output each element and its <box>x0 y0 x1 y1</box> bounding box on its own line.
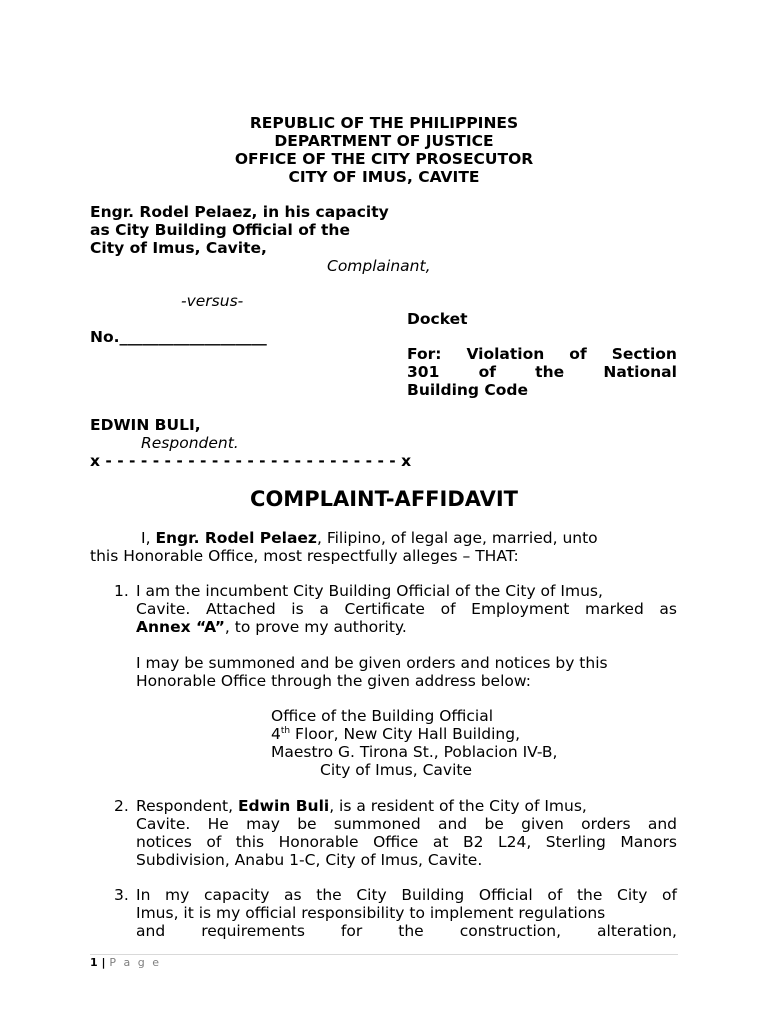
intro-name: Engr. Rodel Pelaez <box>155 529 317 547</box>
versus-label: -versus- <box>181 292 244 310</box>
docket-label: Docket <box>407 310 468 328</box>
item2-line3: notices of this Honorable Office at B2 L24, Sterling Manors <box>136 833 677 851</box>
docket-for-word: Section <box>611 345 677 363</box>
intro-text: I, Engr. Rodel Pelaez, Filipino, of legal age, married, unto <box>141 529 598 547</box>
annex-label: Annex “A” <box>136 618 225 636</box>
item3-word: for <box>340 922 363 940</box>
intro-line2: this Honorable Office, most respectfully alleges – THAT: <box>90 547 519 565</box>
item2-line2: Cavite. He may be summoned and be given orders and <box>136 815 677 833</box>
item3-line2: Imus, it is my official responsibility to implement regulations <box>136 904 606 922</box>
caption-separator: x - - - - - - - - - - - - - - - - - - - - - - - - - x <box>90 452 412 470</box>
page-footer <box>90 956 161 969</box>
item2-number: 2. <box>114 797 129 815</box>
address-line3: Maestro G. Tirona St., Poblacion IV-B, <box>271 743 558 761</box>
respondent-role: Respondent. <box>141 434 239 452</box>
item1-line2: Cavite. Attached is a Certificate of Employment marked as <box>136 600 677 618</box>
complainant-line1: Engr. Rodel Pelaez, in his capacity <box>90 203 389 221</box>
respondent-bold-name: Edwin Buli <box>237 797 330 815</box>
docket-number-prefix: No. <box>90 328 120 346</box>
docket-number <box>90 328 267 346</box>
item3-word: the <box>398 922 424 940</box>
item3-line3 <box>136 922 677 940</box>
docket-for-word: For: <box>407 345 442 363</box>
docket-for-word: the <box>535 363 565 381</box>
docket-for-line2 <box>407 363 677 381</box>
item2-line4: Subdivision, Anabu 1-C, City of Imus, Cavite. <box>136 851 483 869</box>
docket-for-line3: Building Code <box>407 381 529 399</box>
address-line4: City of Imus, Cavite <box>320 761 473 779</box>
header-republic: REPUBLIC OF THE PHILIPPINES <box>249 114 519 132</box>
docket-for-line1 <box>407 345 677 363</box>
page-word: P a g e <box>109 956 161 969</box>
docket-for-word: of <box>478 363 496 381</box>
item3-word: alteration, <box>597 922 677 940</box>
item1-number: 1. <box>114 582 129 600</box>
respondent-name: EDWIN BULI, <box>90 416 201 434</box>
document-title: COMPLAINT-AFFIDAVIT <box>250 487 518 511</box>
complainant-line2: as City Building Official of the <box>90 221 350 239</box>
docket-for-word: of <box>569 345 587 363</box>
docket-for-word: National <box>603 363 677 381</box>
item3-word: and <box>136 922 166 940</box>
address-line2: 4th Floor, New City Hall Building, <box>271 725 520 743</box>
item1-para2-line2: Honorable Office through the given address below: <box>136 672 531 690</box>
docket-for-word: Violation <box>466 345 545 363</box>
item1-line1: I am the incumbent City Building Official of the City of Imus, <box>136 582 603 600</box>
item1-para2-line1: I may be summoned and be given orders and notices by this <box>136 654 608 672</box>
footer-divider <box>90 954 678 955</box>
header-city: CITY OF IMUS, CAVITE <box>288 168 480 186</box>
complainant-role: Complainant, <box>327 257 431 275</box>
address-line1: Office of the Building Official <box>271 707 494 725</box>
docket-for-word: 301 <box>407 363 440 381</box>
item1-line3: Annex “A”, to prove my authority. <box>136 618 407 636</box>
item3-line1: In my capacity as the City Building Official of the City of <box>136 886 677 904</box>
docket-number-blank: ___________________ <box>119 328 267 346</box>
header-office: OFFICE OF THE CITY PROSECUTOR <box>234 150 534 168</box>
item3-word: requirements <box>201 922 305 940</box>
page-number: 1 <box>90 956 98 969</box>
page-separator: | <box>97 956 110 969</box>
complainant-line3: City of Imus, Cavite, <box>90 239 267 257</box>
item3-number: 3. <box>114 886 129 904</box>
header-department: DEPARTMENT OF JUSTICE <box>274 132 494 150</box>
intro-line1 <box>141 529 677 547</box>
item2-line1: Respondent, Edwin Buli, is a resident of the City of Imus, <box>136 797 587 815</box>
item3-word: construction, <box>459 922 562 940</box>
